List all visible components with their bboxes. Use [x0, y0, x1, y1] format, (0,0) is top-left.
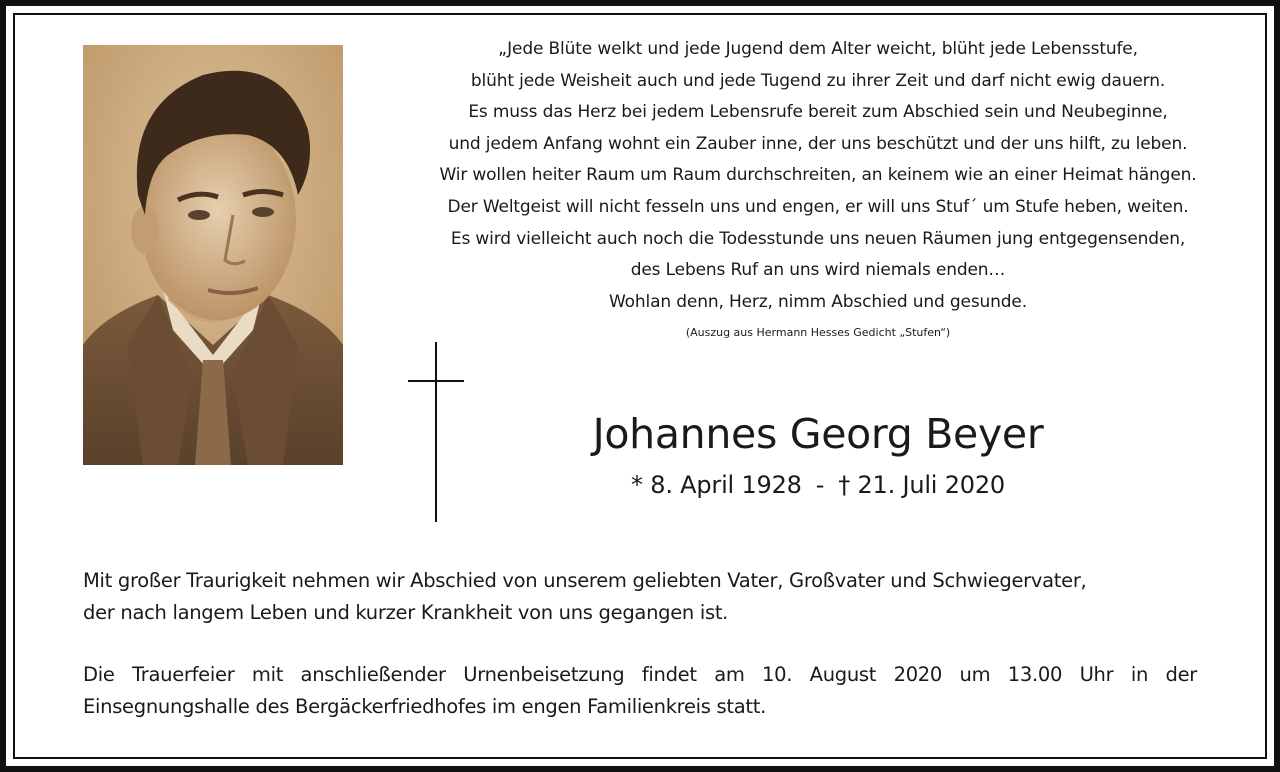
birth-date: * 8. April 1928: [631, 471, 802, 499]
announcement-line: der nach langem Leben und kurzer Krankheit von uns gegangen ist.: [83, 601, 729, 624]
poem-source: (Auszug aus Hermann Hesses Gedicht „Stufen“): [685, 326, 951, 340]
death-date: † 21. Juli 2020: [838, 471, 1005, 499]
poem-line: Es wird vielleicht auch noch die Todesstunde uns neuen Räumen jung entgegensenden,: [450, 228, 1186, 249]
poem-line: und jedem Anfang wohnt ein Zauber inne, der uns beschützt und der uns hilft, zu leben.: [448, 133, 1188, 154]
date-separator: -: [815, 471, 825, 499]
cross-icon: [408, 342, 464, 522]
ceremony-paragraph: [83, 659, 1197, 723]
poem-line: des Lebens Ruf an uns wird niemals enden…: [630, 260, 1006, 281]
announcement-line: Mit großer Traurigkeit nehmen wir Abschied von unserem geliebten Vater, Großvater und Schwiegervater,: [83, 569, 1087, 592]
ceremony-line: Die Trauerfeier mit anschließender Urnenbeisetzung findet am 10. August 2020 um 13.00 Uhr in der: [83, 663, 1197, 686]
life-dates: [520, 471, 1116, 499]
poem-line: blüht jede Weisheit auch und jede Tugend zu ihrer Zeit und darf nicht ewig dauern.: [470, 70, 1166, 91]
poem-line: „Jede Blüte welkt und jede Jugend dem Alter weicht, blüht jede Lebensstufe,: [498, 39, 1138, 59]
poem-line: Es muss das Herz bei jedem Lebensrufe bereit zum Abschied sein und Neubeginne,: [468, 102, 1168, 123]
announcement-paragraph: [83, 565, 1197, 629]
portrait-photo: [83, 45, 343, 465]
poem-line: Wohlan denn, Herz, nimm Abschied und gesunde.: [609, 291, 1027, 312]
ceremony-line: Einsegnungshalle des Bergäckerfriedhofes im engen Familienkreis statt.: [83, 695, 766, 718]
poem-block: [398, 34, 1238, 339]
poem-line: Der Weltgeist will nicht fesseln uns und engen, er will uns Stuf´ um Stufe heben, weiten.: [447, 196, 1189, 217]
deceased-name: Johannes Georg Beyer: [592, 410, 1044, 458]
poem-line: Wir wollen heiter Raum um Raum durchschreiten, an keinem wie an einer Heimat hängen.: [439, 165, 1197, 186]
